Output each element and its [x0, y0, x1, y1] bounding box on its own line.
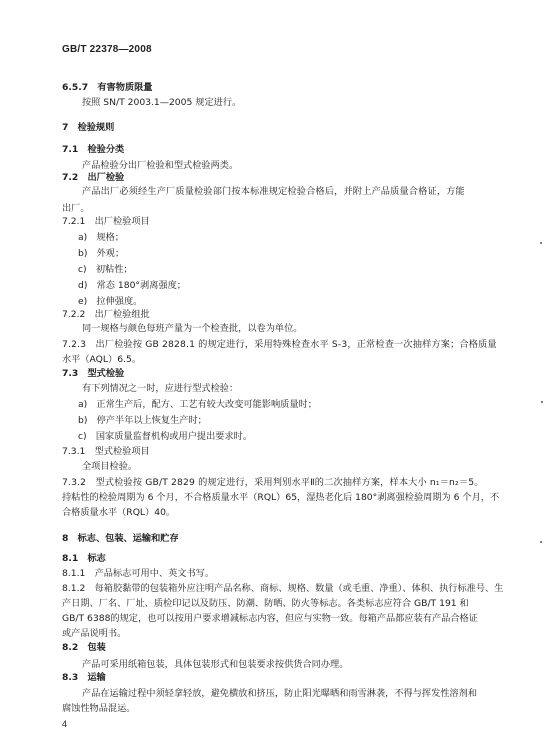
list-item: e) 拉伸强度。 [78, 296, 143, 307]
list-item: c) 初粘性； [78, 264, 133, 275]
heading-7-3-1: 7.3.1 型式检验项目 [62, 446, 150, 457]
scan-speck [540, 541, 542, 543]
paragraph: GB/T 6388的规定，也可以按用户要求增减标志内容，但应与实物一致。每箱产品都应装有产品合格证 [62, 613, 478, 624]
heading-8-1: 8.1 标志 [62, 553, 106, 564]
heading-7-3: 7.3 型式检验 [62, 368, 125, 379]
paragraph: 腐蚀性物品混运。 [62, 703, 136, 714]
paragraph: 产品出厂必须经生产厂质量检验部门按本标准规定检验合格后，并附上产品质量合格证，方能 [82, 186, 465, 197]
paragraph-7-3-2: 7.3.2 型式检验按 GB/T 2829 的规定进行，采用判别水平Ⅱ的二次抽样方案，样本大小 n₁＝n₂＝5。 [62, 477, 484, 488]
heading-7: 7 检验规则 [62, 122, 115, 133]
paragraph: 全项目检验。 [82, 461, 138, 472]
paragraph-8-1-1: 8.1.1 产品标志可用中、英文书写。 [62, 568, 215, 579]
paragraph: 或产品说明书。 [62, 628, 127, 639]
list-item: a) 正常生产后，配方、工艺有较大改变可能影响质量时； [78, 399, 317, 410]
heading-7-2-1: 7.2.1 出厂检验项目 [62, 216, 150, 227]
heading-7-2-2: 7.2.2 出厂检验组批 [62, 309, 150, 320]
heading-7-1: 7.1 检验分类 [62, 144, 125, 155]
heading-8: 8 标志、包装、运输和贮存 [62, 533, 179, 544]
page-number: 4 [62, 719, 68, 729]
heading-6-5-7: 6.5.7 有害物质限量 [62, 82, 153, 93]
paragraph: 产品可采用纸箱包装，具体包装形式和包装要求按供货合同办理。 [82, 659, 349, 670]
scan-speck [540, 242, 542, 244]
paragraph: 水平（AQL）6.5。 [62, 354, 142, 365]
paragraph-8-1-2: 8.1.2 每箱胶黏带的包装箱外应注明产品名称、商标、规格、数量（或毛重、净重）、体积、执行标准号、生 [62, 583, 504, 594]
list-item: d) 常态 180°剥离强度； [78, 280, 186, 291]
scan-speck [541, 401, 543, 403]
paragraph: 持粘性的检验周期为 6 个月，不合格质量水平（RQL）65，湿热老化后 180°剥离强检验周期为 6 个月，不 [62, 492, 500, 503]
paragraph: 同一规格与颜色每班产量为一个检查批，以卷为单位。 [82, 323, 303, 334]
list-item: b) 外观； [78, 248, 125, 259]
paragraph: 按照 SN/T 2003.1—2005 规定进行。 [82, 97, 242, 108]
paragraph: 产品在运输过程中须轻拿轻放，避免横放和挤压，防止阳光曝晒和雨雪淋袭，不得与挥发性溶剂和 [82, 688, 478, 699]
paragraph: 产品检验分出厂检验和型式检验两类。 [82, 160, 239, 171]
list-item: b) 停产半年以上恢复生产时； [78, 415, 207, 426]
paragraph: 合格质量水平（RQL）40。 [62, 507, 176, 518]
paragraph: 有下列情况之一时，应进行型式检验： [82, 383, 239, 394]
heading-7-2: 7.2 出厂检验 [62, 172, 125, 183]
paragraph: 出厂。 [62, 203, 90, 214]
paragraph-7-2-3: 7.2.3 出厂检验按 GB 2828.1 的规定进行，采用特殊检查水平 S-3，正常检查一次抽样方案；合格质量 [62, 339, 497, 350]
heading-8-3: 8.3 运输 [62, 672, 106, 683]
list-item: a) 规格； [78, 232, 124, 243]
standard-code: GB/T 22378—2008 [62, 44, 152, 55]
heading-8-2: 8.2 包装 [62, 642, 106, 653]
list-item: c) 国家质量监督机构或用户提出要求时。 [78, 431, 253, 442]
paragraph: 产日期、厂名、厂址、质检印记以及防压、防潮、防晒、防火等标志。各类标志应符合 GB/T 191 和 [62, 598, 469, 609]
